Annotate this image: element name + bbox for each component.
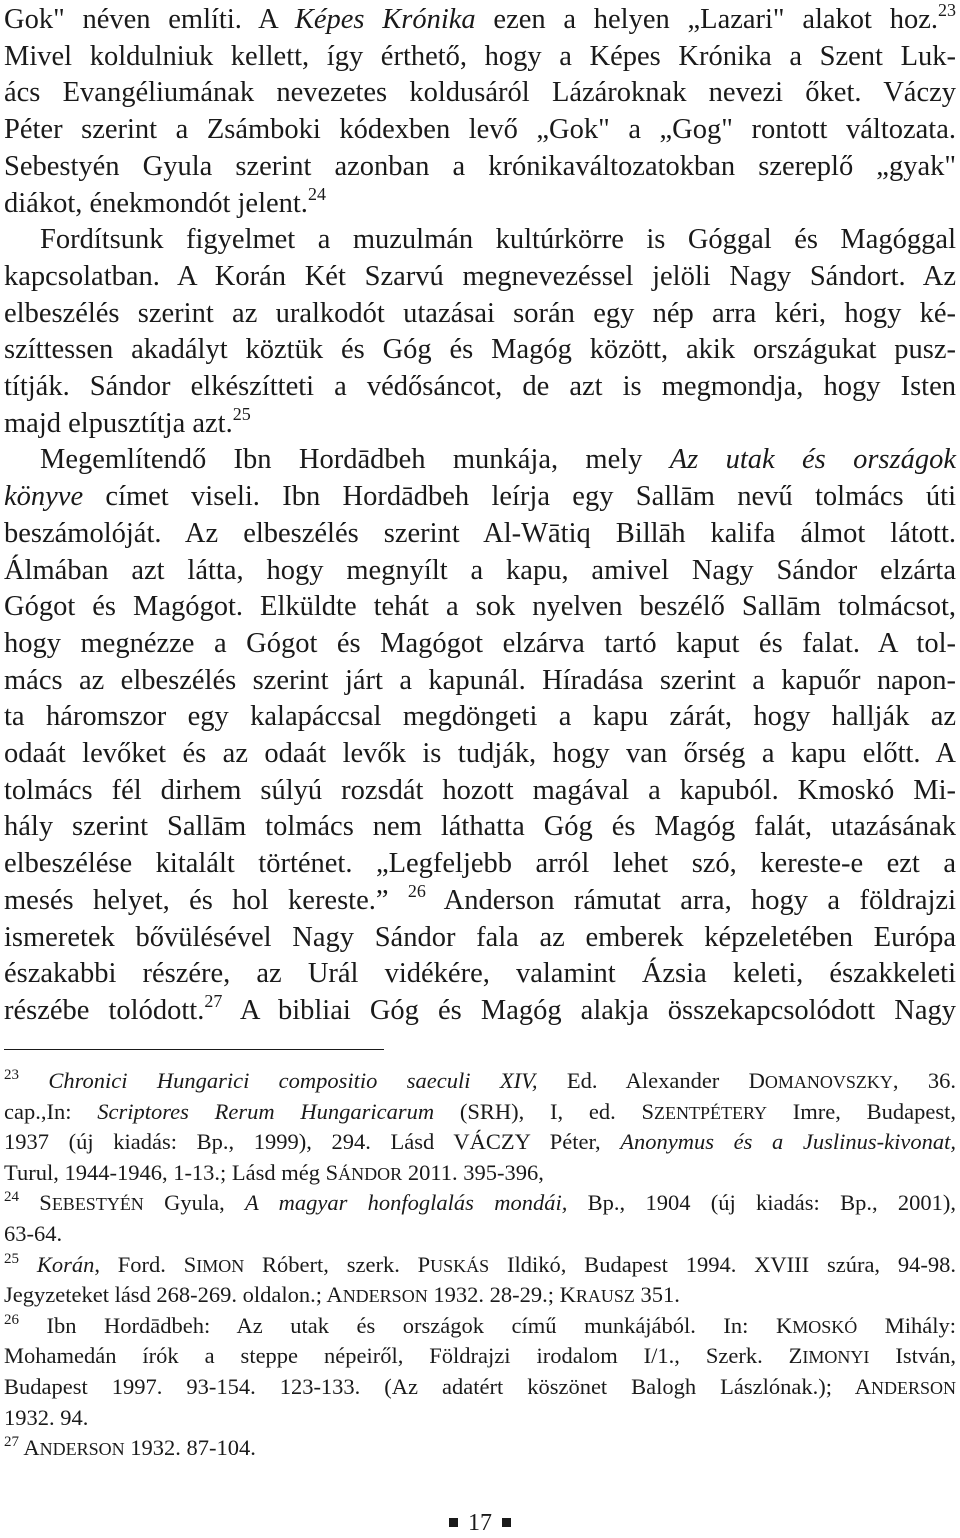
text-segment: Ibn Hordādbeh: Az utak és országok című munkájából. In: K bbox=[19, 1312, 793, 1338]
text-segment: címet viseli. Ibn Hordādbeh leírja egy Sallām nevű tolmács úti bbox=[83, 481, 956, 513]
small-caps-text: MOSKÓ bbox=[792, 1316, 858, 1337]
text-segment: cap.,In: bbox=[4, 1098, 98, 1124]
text-segment: Álmában azt látta, hogy megnyílt a kapu, amivel Nagy Sándor elzárta bbox=[4, 554, 956, 586]
small-caps-text: RAUSZ bbox=[575, 1286, 635, 1307]
text-segment: 1932. 87-104. bbox=[124, 1435, 256, 1461]
text-segment: 1932. 28-29.; K bbox=[427, 1282, 576, 1308]
text-segment: Fordítsunk figyelmet a muzulmán kultúrkörre is Góggal és Magóggal bbox=[40, 224, 956, 256]
text-line bbox=[4, 553, 956, 589]
text-segment: Sebestyén Gyula szerint azonban a krónikaváltozatokban szereplő „gyak" bbox=[4, 150, 956, 182]
small-caps-text: IMONYI bbox=[802, 1347, 870, 1368]
text-segment: S bbox=[19, 1190, 52, 1216]
text-segment: Ildikó, Budapest 1994. XVIII szúra, 94-98. bbox=[489, 1251, 956, 1277]
text-segment: , 36. bbox=[892, 1068, 957, 1093]
text-segment: ismeretek bővülésével Nagy Sándor fala az emberek képzeletében Európa bbox=[4, 921, 956, 953]
text-line bbox=[4, 442, 956, 478]
footnote-line bbox=[4, 1097, 956, 1127]
text-segment: hály szerint Sallām tolmács nem láthatta Góg és Magóg falát, utazásának bbox=[4, 811, 956, 843]
text-segment: Mivel koldulniuk kellett, így érthető, hogy a Képes Krónika a Szent Luk- bbox=[4, 40, 956, 72]
italic-text: Korán bbox=[36, 1251, 95, 1277]
text-line bbox=[4, 773, 956, 809]
text-segment: Megemlítendő Ibn Hordādbeh munkája, mely bbox=[40, 444, 670, 476]
text-line bbox=[4, 112, 956, 148]
italic-text: könyve bbox=[4, 481, 84, 513]
italic-text: Az utak és országok bbox=[669, 444, 957, 476]
text-segment: diákot, énekmondót jelent. bbox=[4, 187, 308, 219]
italic-text: Képes Krónika bbox=[294, 4, 476, 35]
text-segment: szíttessen akadályt köztük és Góg és Magóg között, akik országukat pusz- bbox=[4, 334, 956, 366]
text-segment: A bibliai Góg és Magóg alakja összekapcsolódott Nagy bbox=[222, 994, 957, 1026]
text-segment: Róbert, szerk. P bbox=[244, 1251, 431, 1277]
text-segment: 351. bbox=[634, 1282, 680, 1308]
footnote-line bbox=[4, 1219, 956, 1249]
footnote-marker: 24 bbox=[4, 1189, 19, 1206]
italic-text: Chronici Hungarici compositio saeculi XIV, bbox=[48, 1068, 538, 1093]
text-segment: Bp., 1904 (új kiadás: Bp., 2001), bbox=[567, 1190, 956, 1216]
footnote-line bbox=[4, 1403, 956, 1433]
footnote-line bbox=[4, 1311, 956, 1341]
text-segment: Jegyzeteket lásd 268-269. oldalon.; A bbox=[4, 1282, 343, 1308]
footnote-line bbox=[4, 1372, 956, 1402]
footnote-line bbox=[4, 1127, 956, 1157]
text-segment: Turul, 1944-1946, 1-13.; Lásd még S bbox=[4, 1159, 339, 1185]
text-segment: északabbi részére, az Urál vidékére, valamint Ázsia keleti, északkeleti bbox=[4, 958, 956, 990]
small-caps-text: IMON bbox=[196, 1255, 245, 1276]
text-segment: Gyula, bbox=[143, 1190, 246, 1216]
footnote-line bbox=[4, 1280, 956, 1310]
text-segment bbox=[19, 1252, 37, 1277]
text-line bbox=[4, 626, 956, 662]
text-segment: 1937 (új kiadás: Bp., 1999), 294. Lásd VÁCZY Péter, bbox=[4, 1129, 621, 1155]
text-segment: Gógot és Magógot. Elküldte tehát a sok nyelven beszélő Sallām tolmácsot, bbox=[4, 591, 956, 623]
small-caps-text: NDERSON bbox=[870, 1378, 956, 1398]
text-segment: kapcsolatban. A Korán Két Szarvú megnevezéssel jelöli Nagy Sándort. Az bbox=[4, 260, 956, 292]
page-number-footer bbox=[0, 1508, 960, 1538]
text-segment: A bbox=[19, 1435, 40, 1461]
footnote-marker: 23 bbox=[937, 0, 956, 20]
text-line bbox=[4, 183, 956, 222]
italic-text: Anonymus és a Juslinus-kivonat, bbox=[620, 1129, 956, 1155]
footnote-separator bbox=[4, 1049, 384, 1050]
text-segment: , Ford. S bbox=[94, 1251, 197, 1277]
text-segment: odaát levőket és az odaát levők is tudják, hogy van őrség a kapu előtt. A bbox=[4, 738, 956, 769]
small-caps-text: OMANOVSZKY bbox=[764, 1072, 893, 1092]
small-caps-text: ÁNDOR bbox=[338, 1163, 403, 1184]
text-segment: Mihály: bbox=[857, 1312, 956, 1338]
text-segment: Budapest 1997. 93-154. 123-133. (Az adatért köszönet Balogh Lászlónak.); A bbox=[4, 1374, 871, 1399]
text-segment: Ed. Alexander D bbox=[537, 1068, 765, 1093]
footnote-line bbox=[4, 1341, 956, 1371]
square-bullet-icon bbox=[449, 1518, 458, 1527]
text-segment: títják. Sándor elkészítteti a védősáncot, de azt is megmondja, hogy Isten bbox=[4, 371, 956, 402]
footnote-line bbox=[4, 1433, 956, 1463]
text-line bbox=[4, 222, 956, 258]
footnote-marker: 25 bbox=[4, 1250, 19, 1267]
small-caps-text: USKÁS bbox=[430, 1255, 490, 1276]
text-segment: mesés helyet, és hol kereste.” bbox=[4, 884, 408, 916]
text-segment: Péter szerint a Zsámboki kódexben levő „Gok" a „Gog" rontott változata. bbox=[4, 114, 956, 146]
footnote-line bbox=[4, 1066, 956, 1096]
text-segment: Mohamedán írók a steppe népeiről, Földrajzi irodalom I/1., Szerk. Z bbox=[4, 1343, 803, 1369]
text-line bbox=[4, 880, 956, 919]
text-segment: 1932. 94. bbox=[4, 1404, 89, 1430]
text-line bbox=[4, 332, 956, 368]
text-segment: majd elpusztítja azt. bbox=[4, 407, 233, 439]
footnote-marker: 25 bbox=[232, 403, 251, 424]
text-segment bbox=[19, 1068, 48, 1093]
text-segment: mács az elbeszélés szerint járt a kapunál. Híradása szerint a kapuőr napon- bbox=[4, 664, 956, 696]
text-segment: beszámolóját. Az elbeszélés szerint Al-Wātiq Billāh kalifa álmot látott. bbox=[4, 517, 956, 549]
text-line bbox=[4, 259, 956, 295]
text-segment: István, bbox=[869, 1343, 956, 1369]
italic-text: Scriptores Rerum Hungaricarum bbox=[97, 1098, 435, 1124]
text-line bbox=[4, 846, 956, 882]
footnote-marker: 27 bbox=[4, 1434, 19, 1451]
footnote-line bbox=[4, 1188, 956, 1218]
text-segment: 63-64. bbox=[4, 1221, 63, 1246]
page-number: 17 bbox=[468, 1510, 492, 1536]
text-line bbox=[4, 736, 956, 772]
italic-text: A magyar honfoglalás mondái, bbox=[245, 1190, 568, 1216]
text-segment: (SRH), I, ed. S bbox=[434, 1098, 655, 1124]
text-line bbox=[4, 39, 956, 75]
footnote-line bbox=[4, 1158, 956, 1188]
small-caps-text: NDERSON bbox=[39, 1439, 125, 1460]
text-line bbox=[4, 809, 956, 845]
text-line bbox=[4, 589, 956, 625]
text-segment: elbeszélés szerint az uralkodót utazásai során egy nép arra kéri, hogy ké- bbox=[4, 297, 956, 329]
text-line bbox=[4, 990, 957, 1029]
text-segment: tolmács fél dirhem súlyú rozsdát hozott magával a kapuból. Kmoskó Mi- bbox=[4, 774, 956, 806]
text-line bbox=[4, 2, 956, 38]
text-line bbox=[4, 296, 956, 332]
text-segment: ács Evangéliumának nevezetes koldusáról Lázároknak nevezi őket. Váczy bbox=[4, 77, 956, 109]
text-line bbox=[4, 369, 956, 405]
footnote-marker: 26 bbox=[4, 1311, 19, 1328]
text-segment: Anderson rámutat arra, hogy a földrajzi bbox=[425, 884, 956, 916]
text-line bbox=[4, 956, 956, 992]
text-segment: 2011. 395-396, bbox=[402, 1159, 544, 1185]
text-line bbox=[4, 516, 956, 552]
small-caps-text: ZENTPÉTERY bbox=[654, 1102, 768, 1123]
footnote-line bbox=[4, 1250, 956, 1280]
square-bullet-icon bbox=[502, 1518, 511, 1527]
text-line bbox=[4, 663, 956, 699]
text-line bbox=[4, 479, 956, 515]
text-line bbox=[4, 699, 956, 735]
footnote-marker: 26 bbox=[407, 880, 426, 901]
small-caps-text: EBESTYÉN bbox=[51, 1194, 144, 1215]
text-segment: hogy megnézze a Gógot és Magógot elzárva tartó kaput és falat. A tol- bbox=[4, 627, 956, 659]
text-segment: részébe tolódott. bbox=[4, 994, 205, 1026]
footnote-marker: 24 bbox=[307, 183, 326, 204]
footnote-marker: 27 bbox=[204, 990, 223, 1011]
text-segment: Imre, Budapest, bbox=[767, 1098, 956, 1124]
text-segment: ta háromszor egy kalapáccsal megdöngeti a kapu zárát, hogy hallják az bbox=[4, 701, 956, 733]
text-line bbox=[4, 149, 956, 185]
text-segment: elbeszélése kitalált történet. „Legfeljebb arról lehet szó, kereste-e ezt a bbox=[4, 848, 956, 880]
text-segment: ezen a helyen „Lazari" alakot hoz. bbox=[475, 4, 938, 35]
text-line bbox=[4, 403, 956, 442]
footnote-marker: 23 bbox=[4, 1067, 19, 1083]
text-line bbox=[4, 920, 956, 956]
small-caps-text: NDERSON bbox=[342, 1286, 428, 1307]
text-line bbox=[4, 75, 956, 111]
text-segment: Gok" néven említi. A bbox=[4, 4, 295, 35]
